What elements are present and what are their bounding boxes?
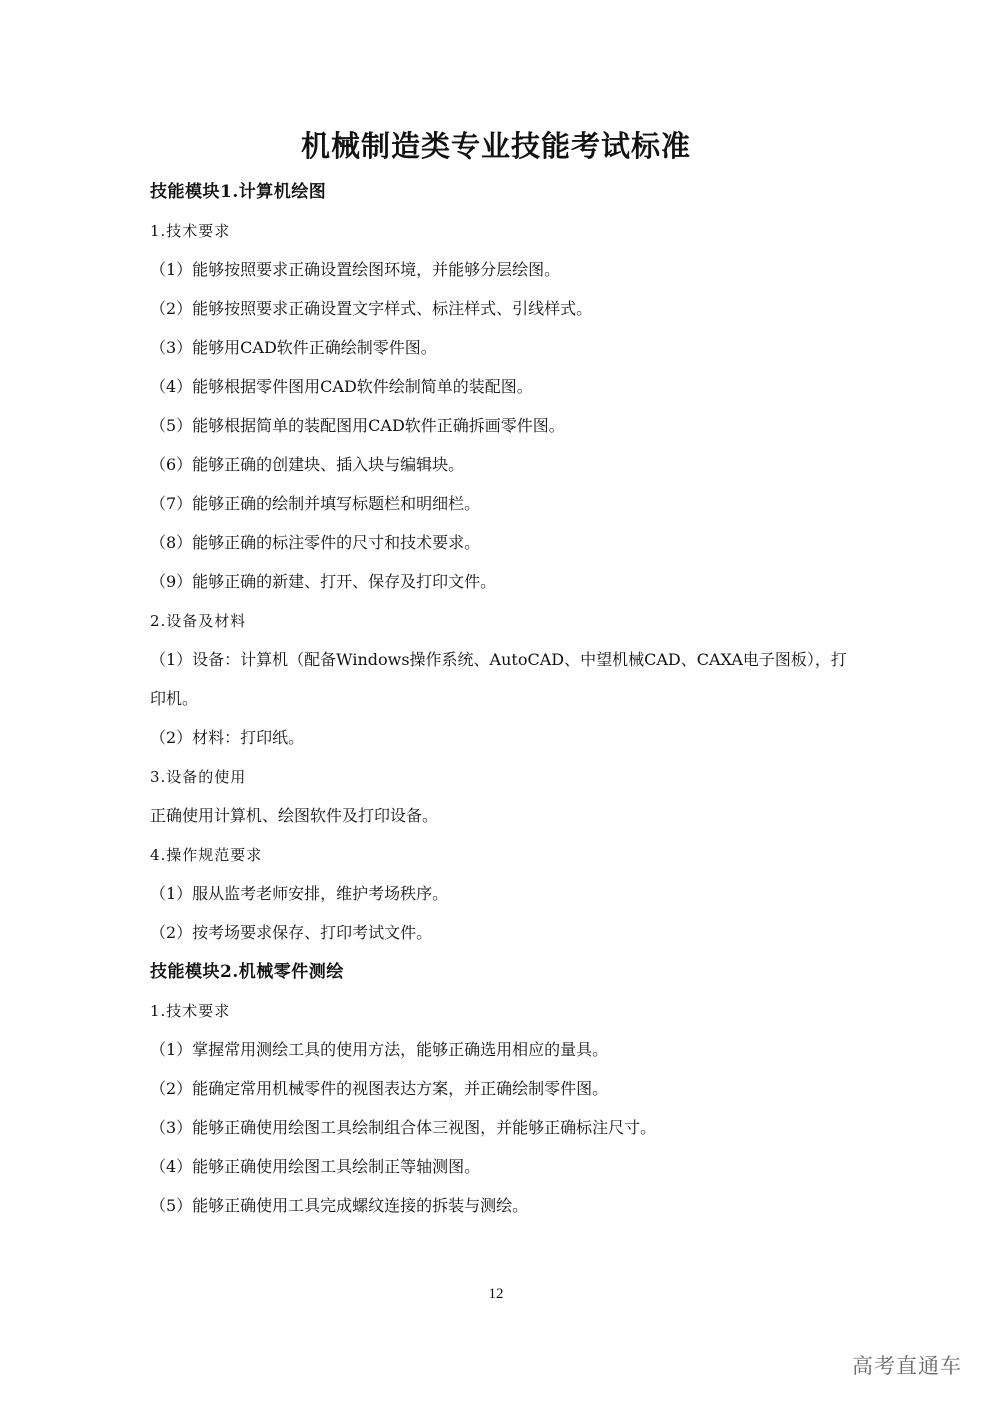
paragraph-line: （2）材料：打印纸。 [150, 728, 305, 747]
section-heading: 技能模块1.计算机绘图 [150, 182, 327, 202]
paragraph-line: （3）能够正确使用绘图工具绘制组合体三视图，并能够正确标注尺寸。 [150, 1118, 657, 1137]
paragraph-line: （7）能够正确的绘制并填写标题栏和明细栏。 [150, 494, 481, 513]
paragraph-line: （4）能够正确使用绘图工具绘制正等轴测图。 [150, 1157, 481, 1176]
paragraph-line: （5）能够根据简单的装配图用CAD软件正确拆画零件图。 [150, 416, 565, 435]
subsection-heading: 2.设备及材料 [150, 612, 247, 630]
paragraph-line: （3）能够用CAD软件正确绘制零件图。 [150, 338, 437, 357]
paragraph-line: （1）能够按照要求正确设置绘图环境，并能够分层绘图。 [150, 260, 561, 279]
paragraph-line: （1）掌握常用测绘工具的使用方法，能够正确选用相应的量具。 [150, 1040, 609, 1059]
subsection-heading: 1.技术要求 [150, 1002, 231, 1020]
page-number: 12 [488, 1286, 504, 1302]
subsection-heading: 3.设备的使用 [150, 768, 247, 786]
paragraph-line: （5）能够正确使用工具完成螺纹连接的拆装与测绘。 [150, 1196, 529, 1215]
paragraph-line: （9）能够正确的新建、打开、保存及打印文件。 [150, 572, 497, 591]
subsection-heading: 4.操作规范要求 [150, 846, 263, 864]
paragraph-line: （2）能够按照要求正确设置文字样式、标注样式、引线样式。 [150, 299, 593, 318]
page-title: 机械制造类专业技能考试标准 [300, 129, 691, 163]
paragraph-line: （2）按考场要求保存、打印考试文件。 [150, 923, 433, 942]
section-heading: 技能模块2.机械零件测绘 [150, 962, 344, 982]
paragraph-line: 印机。 [150, 689, 199, 708]
paragraph-line: 正确使用计算机、绘图软件及打印设备。 [150, 806, 439, 825]
paragraph-line: （1）服从监考老师安排，维护考场秩序。 [150, 884, 449, 903]
paragraph-line: （6）能够正确的创建块、插入块与编辑块。 [150, 455, 465, 474]
paragraph-line: （1）设备：计算机（配备Windows操作系统、AutoCAD、中望机械CAD、CAXA电子图板），打 [150, 650, 847, 669]
subsection-heading: 1.技术要求 [150, 222, 231, 240]
paragraph-line: （8）能够正确的标注零件的尺寸和技术要求。 [150, 533, 481, 552]
watermark-text: 高考直通车 [852, 1354, 962, 1378]
paragraph-line: （2）能确定常用机械零件的视图表达方案，并正确绘制零件图。 [150, 1079, 609, 1098]
paragraph-line: （4）能够根据零件图用CAD软件绘制简单的装配图。 [150, 377, 533, 396]
